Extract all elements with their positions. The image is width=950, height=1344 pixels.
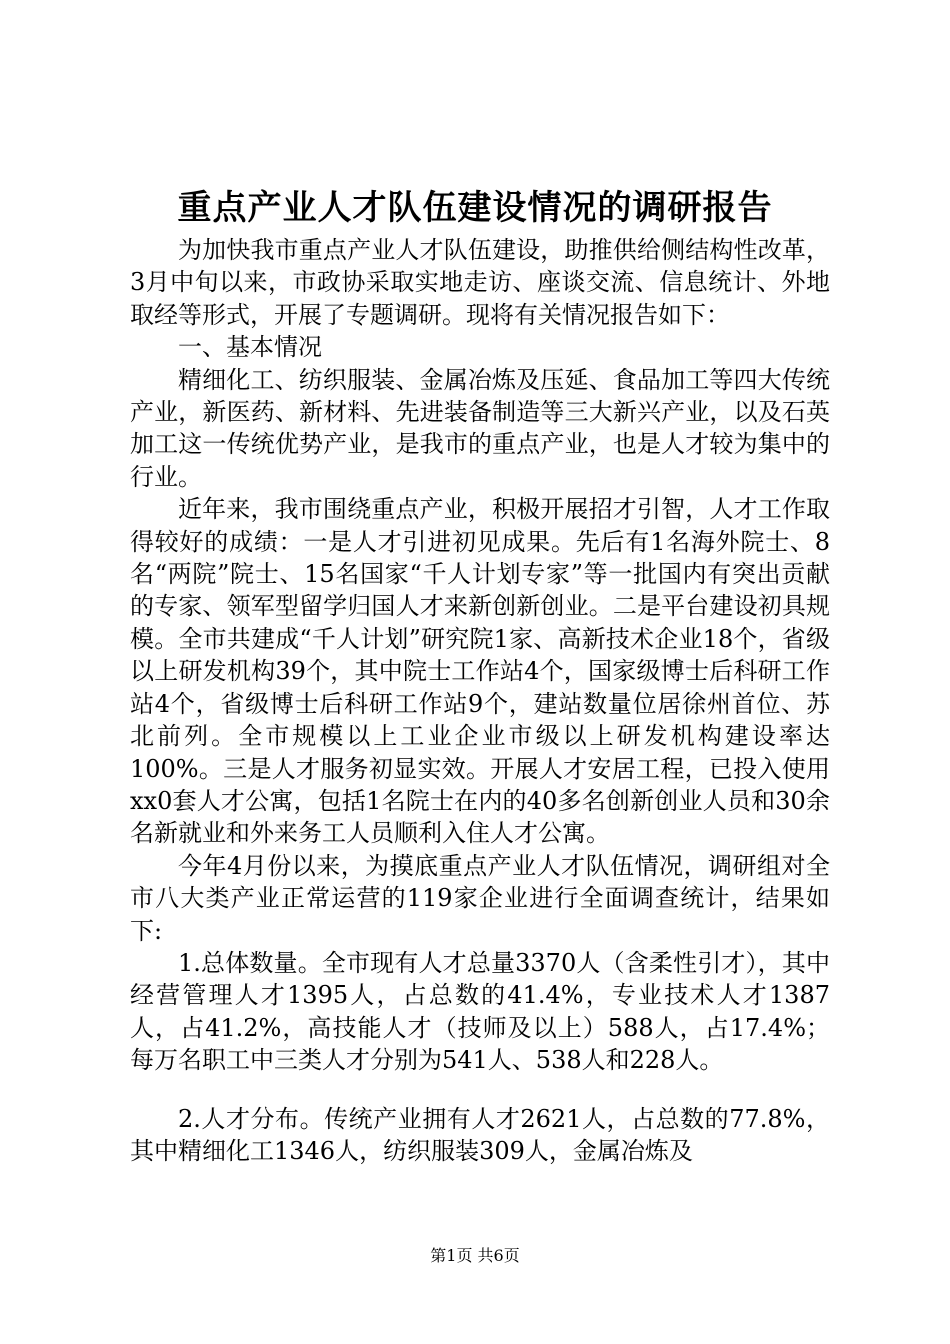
section-heading-basic: 一、基本情况: [178, 333, 322, 362]
document-title: 重点产业人才队伍建设情况的调研报告: [177, 188, 773, 228]
paragraph-intro: 为加快我市重点产业人才队伍建设，助推供给侧结构性改革，3月中旬以来，市政协采取实地走访、座谈交流、信息统计、外地取经等形式，开展了专题调研。现将有关情况报告如下：: [130, 236, 830, 329]
page-footer: 第1页 共6页: [430, 1246, 520, 1265]
paragraph-total-count: 1.总体数量。全市现有人才总量3370人（含柔性引才），其中经营管理人才1395人，占总数的41.4%，专业技术人才1387人，占41.2%，高技能人才（技师及以上）588人，占17.4%；每万名职工中三类人才分别为541人、538人和228人。: [130, 948, 830, 1075]
paragraph-survey: 今年4月份以来，为摸底重点产业人才队伍情况，调研组对全市八大类产业正常运营的119家企业进行全面调查统计，结果如下:: [130, 851, 830, 945]
paragraph-achievements: 近年来，我市围绕重点产业，积极开展招才引智，人才工作取得较好的成绩：一是人才引进初见成果。先后有1名海外院士、8名“两院”院士、15名国家“千人计划专家”等一批国内有突出贡献的专家、领军型留学归国人才来新创新创业。二是平台建设初具规模。全市共建成“千人计划”研究院1家、高新技术企业18个，省级以上研发机构39个，其中院士工作站4个，国家级博士后科研工作站4个，省级博士后科研工作站9个，建站数量位居徐州首位、苏北前列。全市规模以上工业企业市级以上研发机构建设率达100%。三是人才服务初显实效。开展人才安居工程，已投入使用xx0套人才公寓，包括1名院士在内的40多名创新创业人员和30余名新就业和外来务工人员顺利入住人才公寓。: [130, 495, 830, 848]
paragraph-distribution: 2.人才分布。传统产业拥有人才2621人，占总数的77.8%，其中精细化工1346人，纺织服装309人，金属冶炼及: [130, 1104, 830, 1165]
paragraph-industries: 精细化工、纺织服装、金属冶炼及压延、食品加工等四大传统产业，新医药、新材料、先进装备制造等三大新兴产业，以及石英加工这一传统优势产业，是我市的重点产业，也是人才较为集中的行业。: [130, 365, 830, 491]
document-body: [130, 234, 830, 1167]
